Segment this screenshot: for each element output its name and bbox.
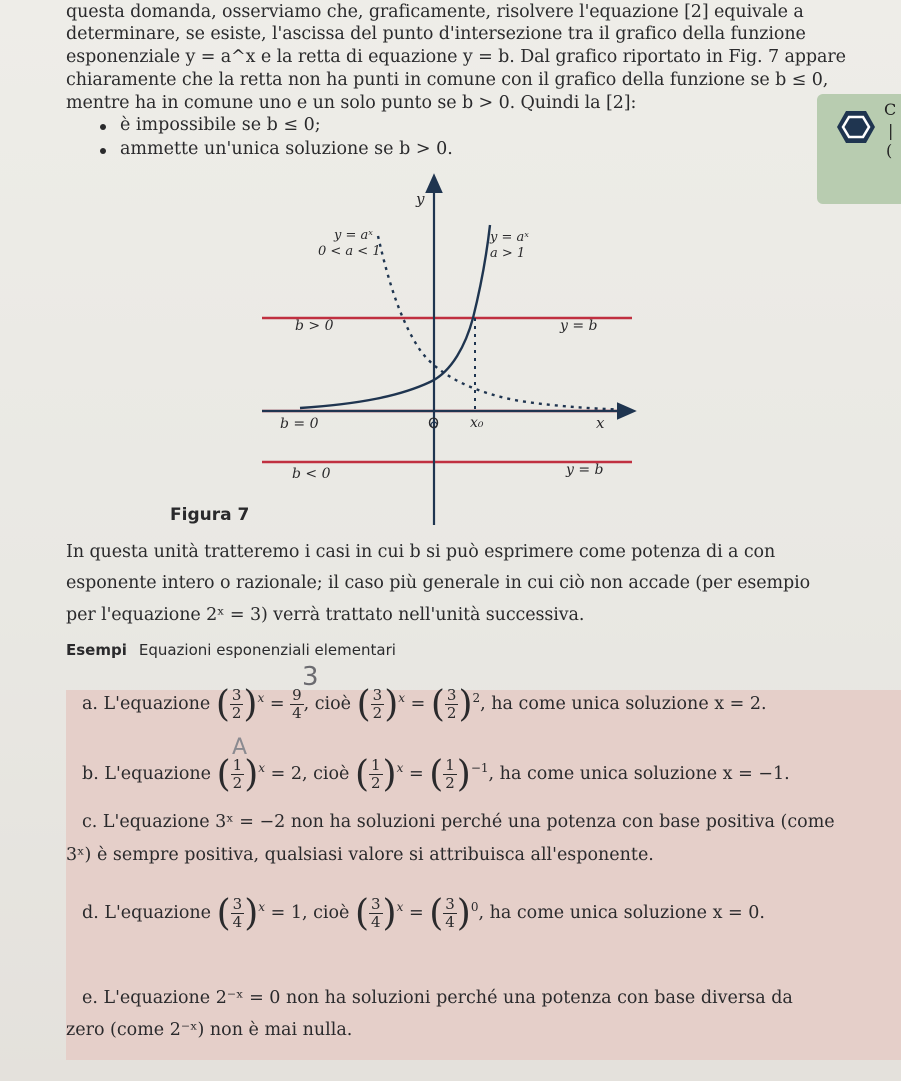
frac-num: 3 [231,686,242,704]
exponent: x [398,691,406,706]
curve-right-label: y = aˣ [490,230,529,245]
frac-den: 2 [232,774,243,792]
curve-right-condition: a > 1 [490,246,526,261]
equals: = [410,694,426,714]
frac-num: 3 [372,686,383,704]
curve-left-label: y = aˣ [334,228,373,243]
frac-den: 2 [446,704,457,722]
label-b-positive: b > 0 [295,318,334,334]
frac-den: 2 [371,774,381,792]
equals: = [269,694,285,714]
example-d-tail: , ha come unica soluzione x = 0. [478,903,765,923]
body-line-2: esponente intero o razionale; il caso più generale in cui ciò non accade (per esempio [66,573,811,593]
intro-line-5: mentre ha in comune uno e un solo punto se b > 0. Quindi la [2]: [66,93,637,113]
frac-den: 4 [445,913,455,931]
exponent: x [258,761,266,776]
frac-num: 3 [445,895,455,913]
intro-line-4: chiaramente che la retta non ha punti in comune con il grafico della funzione se b ≤ 0, [66,70,829,90]
intro-line-3: esponenziale y = a^x e la retta di equazione y = b. Dal grafico riportato in Fig. 7 appare [66,47,846,67]
example-b: b. L'equazione ( $\frac{1}{2}$ )$^x$ = 2, cioè ( $\frac{1}{2}$ )$^x$ = ( $\frac{1}{2}$ )$^{-1}$, ha come unica soluzione x = −1. [82,754,790,795]
intro-line-2: determinare, se esiste, l'ascissa del punto d'intersezione tra il grafico della funzione [66,24,806,44]
frac-den: 2 [231,704,242,722]
frac-num: 1 [445,756,455,774]
frac-num: 3 [232,895,243,913]
exponent: x [396,761,404,776]
example-a: a. L'equazione ( $\frac{3}{2}$ )$^x$ = $\frac{9}{4}$ , cioè ( $\frac{3}{2}$ )$^x$ = ( $\frac{3}{2}$ )$^2$, ha come unica soluzione x = 2. [82,684,767,725]
equals: = [408,903,424,923]
x-axis-label: x [596,414,605,432]
origin-label: O [428,416,440,432]
curve-left-condition: 0 < a < 1 [318,244,381,259]
body-line-1: In questa unità tratteremo i casi in cui b si può esprimere come potenza di a con [66,542,776,562]
exponent: −1 [470,761,489,776]
example-b-lead: b. L'equazione [82,764,212,784]
x0-label: x₀ [470,415,484,431]
frac-den: 4 [292,704,302,722]
example-d-rhs: = 1, cioè [270,903,350,923]
frac-num: 3 [446,686,457,704]
frac-num: 1 [371,756,381,774]
exponent: x [396,900,404,915]
exponent: 0 [470,900,479,915]
example-a-tail: , ha come unica soluzione x = 2. [480,694,767,714]
example-a-mid: , cioè [303,694,352,714]
example-e-line-2: zero (come 2⁻ˣ) non è mai nulla. [66,1020,353,1040]
side-glyph: C [884,100,897,119]
example-d: d. L'equazione ( $\frac{3}{4}$ )$^x$ = 1, cioè ( $\frac{3}{4}$ )$^x$ = ( $\frac{3}{4}$ )$^0$, ha come unica soluzione x = 0. [82,893,765,934]
examples-title: Equazioni esponenziali elementari [138,641,396,659]
intro-line-1: questa domanda, osserviamo che, graficamente, risolvere l'equazione [2] equivale a [66,2,804,22]
frac-den: 4 [371,913,381,931]
examples-tag: Esempi [66,641,127,659]
example-e-line-1: e. L'equazione 2⁻ˣ = 0 non ha soluzioni perché una potenza con base diversa da [82,988,793,1008]
example-a-lead: a. L'equazione [82,694,211,714]
example-d-lead: d. L'equazione [82,903,212,923]
body-line-3: per l'equazione 2ˣ = 3) verrà trattato nell'unità successiva. [66,605,585,625]
y-axis-label: y [416,190,425,208]
side-glyph: | [888,121,894,140]
frac-num: 3 [371,895,381,913]
example-b-tail: , ha come unica soluzione x = −1. [488,764,790,784]
example-c-line-1: c. L'equazione 3ˣ = −2 non ha soluzioni perché una potenza con base positiva (come [82,812,835,832]
figure-caption: Figura 7 [170,505,250,525]
label-b-negative: b < 0 [292,466,331,482]
label-y-equals-b-bottom: y = b [566,462,604,478]
frac-num: 1 [232,756,243,774]
handwritten-three: 3 [302,662,319,692]
equals: = [408,764,424,784]
label-y-equals-b-top: y = b [560,318,598,334]
side-glyph: ( [886,141,893,160]
bullet-unique-solution: ammette un'unica soluzione se b > 0. [120,139,453,159]
bullet-impossible: è impossibile se b ≤ 0; [120,115,321,135]
exponent: x [258,900,266,915]
exponent: x [257,691,265,706]
examples-heading [66,641,396,659]
frac-den: 2 [372,704,383,722]
frac-num: 9 [292,686,302,704]
example-c-line-2: 3ˣ) è sempre positiva, qualsiasi valore si attribuisca all'esponente. [66,845,654,865]
example-b-rhs: = 2, cioè [270,764,350,784]
frac-den: 4 [232,913,243,931]
label-b-zero: b = 0 [280,416,319,432]
handwritten-mark: A [232,735,248,760]
exponent: 2 [472,691,481,706]
frac-den: 2 [445,774,455,792]
